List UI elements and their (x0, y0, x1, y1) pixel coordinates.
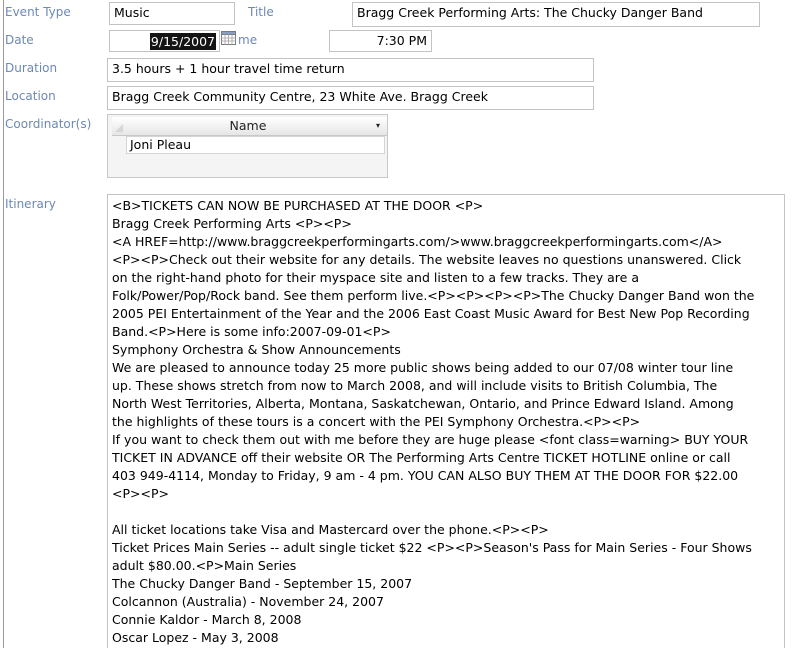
select-all-icon[interactable] (112, 117, 126, 135)
date-label: Date (5, 33, 34, 47)
date-value-selected: 9/15/2007 (150, 34, 215, 49)
itinerary-line: All ticket locations take Visa and Mastercard over the phone.<P><P> (112, 522, 549, 537)
form-left-border (3, 0, 4, 648)
itinerary-line: 2005 PEI Entertainment of the Year and the 2006 East Coast Music Award for Best New Pop Recording (112, 306, 750, 321)
itinerary-line: Symphony Orchestra & Show Announcements (112, 342, 401, 357)
itinerary-line: <B>TICKETS CAN NOW BE PURCHASED AT THE DOOR <P> (112, 198, 484, 213)
itinerary-line: <P><P>Check out their website for any details. The website leaves no questions unanswered. Click (112, 252, 742, 267)
location-label: Location (5, 89, 56, 103)
name-column-label: Name (229, 118, 267, 133)
chevron-down-icon[interactable]: ▾ (375, 121, 380, 130)
itinerary-line: Band.<P>Here is some info:2007-09-01<P> (112, 324, 391, 339)
coordinators-label: Coordinator(s) (5, 117, 92, 131)
itinerary-line: Colcannon (Australia) - November 24, 2007 (112, 594, 384, 609)
itinerary-line: We are pleased to announce today 25 more public shows being added to our 07/08 winter tour line (112, 360, 734, 375)
event-type-label: Event Type (5, 5, 71, 19)
itinerary-line: North West Territories, Alberta, Montana, Saskatchewan, Ontario, and Prince Edward Island. Among (112, 396, 734, 411)
itinerary-line: up. These shows stretch from now to March 2008, and will include visits to British Columbia, The (112, 378, 718, 393)
itinerary-line: adult $80.00.<P>Main Series (112, 558, 297, 573)
itinerary-line: the highlights of these tours is a concert with the PEI Symphony Orchestra.<P><P> (112, 414, 641, 429)
itinerary-line: on the right-hand photo for their myspace site and listen to a few tracks. They are a (112, 270, 639, 285)
itinerary-line: If you want to check them out with me before they are huge please <font class=warning> BUY YOUR (112, 432, 749, 447)
title-label: Title (248, 5, 274, 19)
title-field[interactable]: Bragg Creek Performing Arts: The Chucky Danger Band (352, 2, 760, 27)
coordinators-column-header[interactable] (112, 117, 387, 136)
location-field[interactable]: Bragg Creek Community Centre, 23 White Ave. Bragg Creek (107, 86, 594, 110)
coordinator-row[interactable]: Joni Pleau (126, 136, 385, 154)
itinerary-line (112, 503, 780, 521)
itinerary-line: Bragg Creek Performing Arts <P><P> (112, 216, 352, 231)
itinerary-line: <A HREF=http://www.braggcreekperformingarts.com/>www.braggcreekperformingarts.com</A> (112, 234, 723, 249)
time-label: me (238, 33, 258, 47)
itinerary-text (112, 197, 780, 647)
event-type-field[interactable]: Music (109, 2, 235, 25)
itinerary-line: 403 949-4114, Monday to Friday, 9 am - 4 pm. YOU CAN ALSO BUY THEM AT THE DOOR FOR $22.00 (112, 468, 739, 483)
itinerary-line: <P><P> (112, 486, 169, 501)
duration-label: Duration (5, 61, 58, 75)
duration-field[interactable]: 3.5 hours + 1 hour travel time return (107, 58, 594, 82)
itinerary-label: Itinerary (5, 197, 56, 211)
time-field[interactable]: 7:30 PM (329, 30, 432, 52)
itinerary-field[interactable] (107, 194, 785, 648)
itinerary-line: Oscar Lopez - May 3, 2008 (112, 630, 279, 645)
itinerary-line: The Chucky Danger Band - September 15, 2007 (112, 576, 413, 591)
coordinators-subform (107, 114, 388, 178)
itinerary-line: Connie Kaldor - March 8, 2008 (112, 612, 302, 627)
itinerary-line: Ticket Prices Main Series -- adult single ticket $22 <P><P>Season's Pass for Main Series - Four Shows (112, 540, 752, 555)
calendar-icon[interactable] (221, 31, 236, 45)
itinerary-line: Folk/Power/Pop/Rock band. See them perform live.<P><P><P><P>The Chucky Danger Band won the (112, 288, 755, 303)
date-field[interactable] (109, 30, 220, 52)
itinerary-line: TICKET IN ADVANCE off their website OR The Performing Arts Centre TICKET HOTLINE online or call (112, 450, 731, 465)
